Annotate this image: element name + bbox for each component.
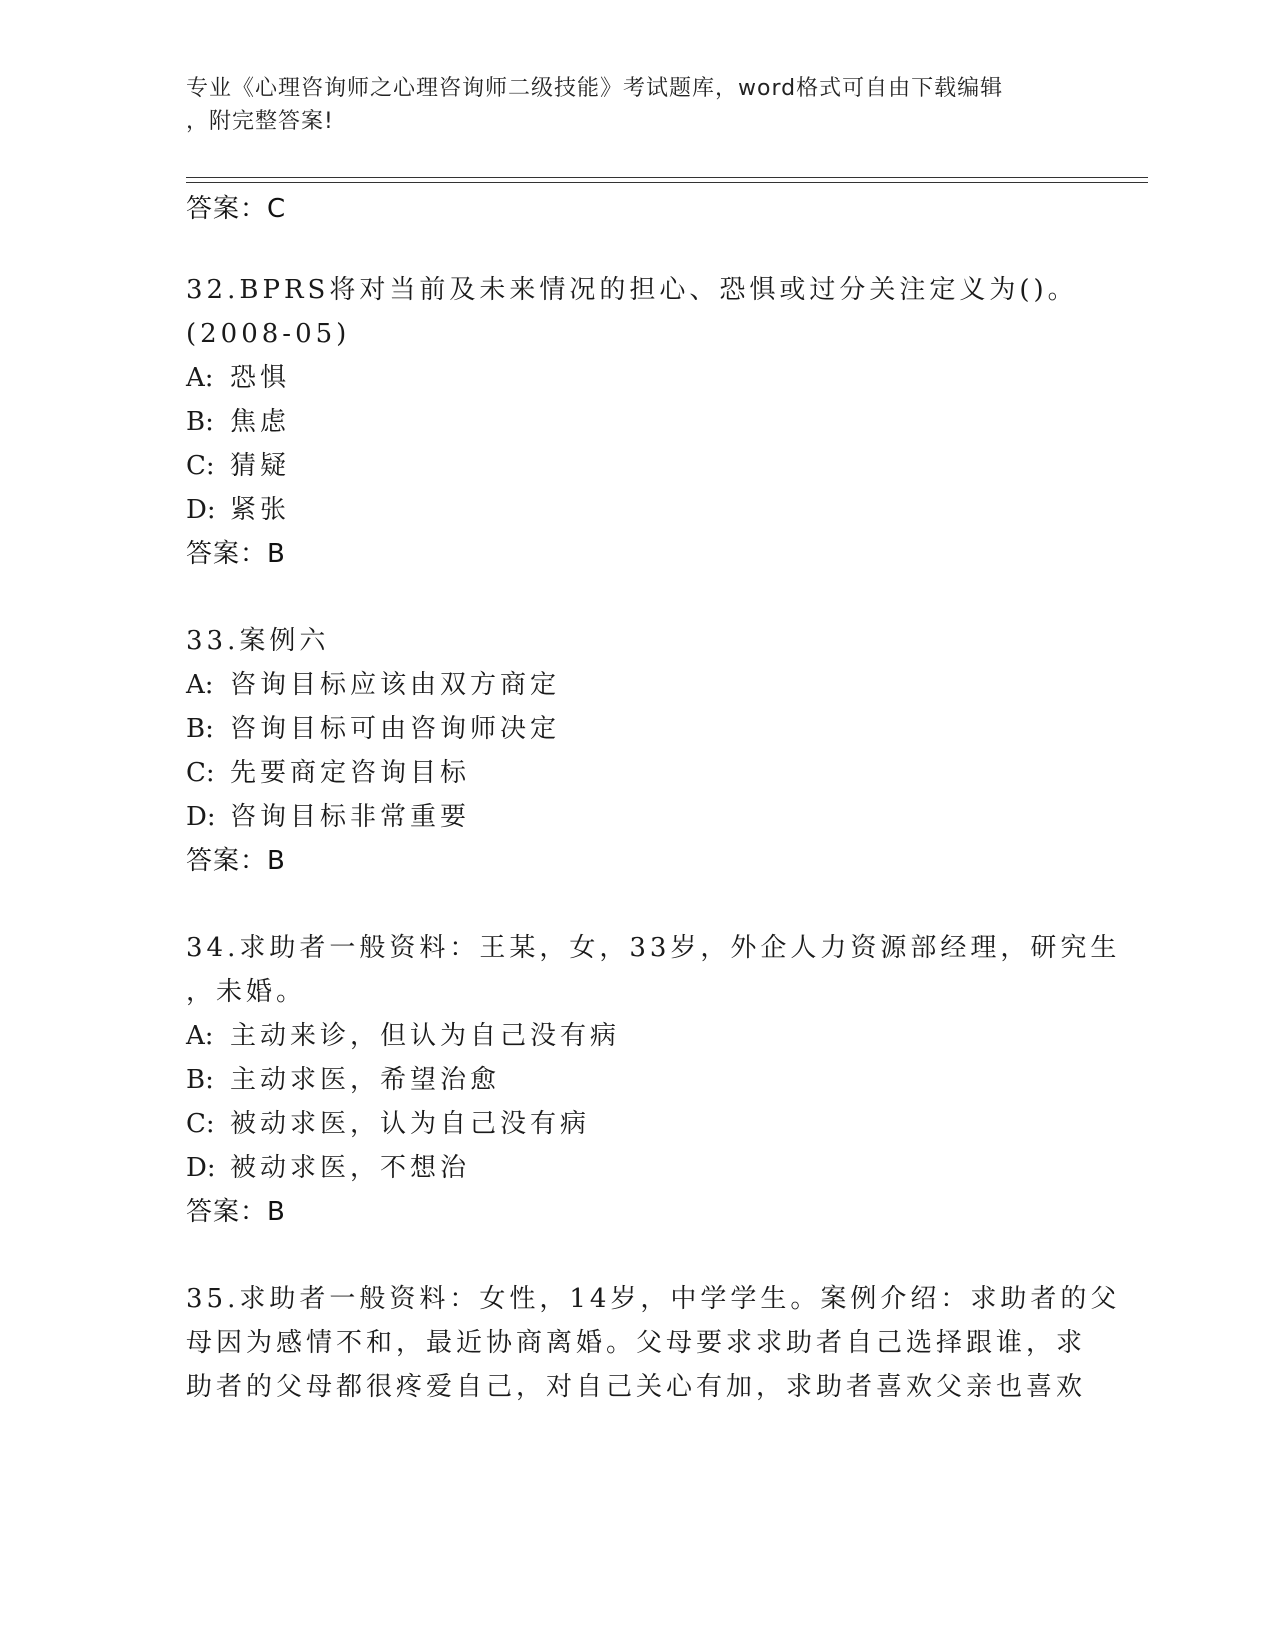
header-line-1: 专业《心理咨询师之心理咨询师二级技能》考试题库，word格式可自由下载编辑	[186, 76, 1004, 101]
q35-stem-line-2: 母因为感情不和，最近协商离婚。父母要求求助者自己选择跟谁，求	[186, 1328, 1087, 1358]
answer-prev: 答案：C	[186, 194, 287, 224]
q33-option-a: A: 咨询目标应该由双方商定	[186, 670, 561, 700]
q33-option-c: C: 先要商定咨询目标	[186, 758, 471, 788]
header-line-2: ，附完整答案!	[186, 109, 334, 134]
q34-answer: 答案：B	[186, 1197, 286, 1227]
document-header	[186, 72, 1066, 138]
header-divider-thin	[186, 182, 1148, 183]
q33-option-d: D: 咨询目标非常重要	[186, 802, 471, 832]
q32-option-a: A: 恐惧	[186, 363, 291, 393]
q34-option-b: B: 主动求医，希望治愈	[186, 1065, 501, 1095]
q34-stem-line-1: 34.求助者一般资料：王某，女，33岁，外企人力资源部经理，研究生	[186, 933, 1121, 963]
q35-stem-line-3: 助者的父母都很疼爱自己，对自己关心有加，求助者喜欢父亲也喜欢	[186, 1372, 1087, 1402]
q35-stem-line-1: 35.求助者一般资料：女性，14岁，中学学生。案例介绍：求助者的父	[186, 1284, 1121, 1314]
q33-stem-line-1: 33.案例六	[186, 626, 330, 656]
header-divider	[186, 177, 1148, 178]
q34-option-d: D: 被动求医，不想治	[186, 1153, 471, 1183]
q34-option-a: A: 主动来诊，但认为自己没有病	[186, 1021, 621, 1051]
q33-option-b: B: 咨询目标可由咨询师决定	[186, 714, 561, 744]
q34-option-c: C: 被动求医，认为自己没有病	[186, 1109, 591, 1139]
q32-stem-line-1: 32.BPRS将对当前及未来情况的担心、恐惧或过分关注定义为()。	[186, 275, 1078, 305]
q32-option-b: B: 焦虑	[186, 407, 291, 437]
q32-stem-line-2: (2008-05)	[186, 319, 351, 349]
q33-answer: 答案：B	[186, 846, 286, 876]
q32-option-d: D: 紧张	[186, 495, 291, 525]
q32-answer: 答案：B	[186, 539, 286, 569]
q34-stem-line-2: ，未婚。	[186, 977, 307, 1007]
q32-option-c: C: 猜疑	[186, 451, 291, 481]
